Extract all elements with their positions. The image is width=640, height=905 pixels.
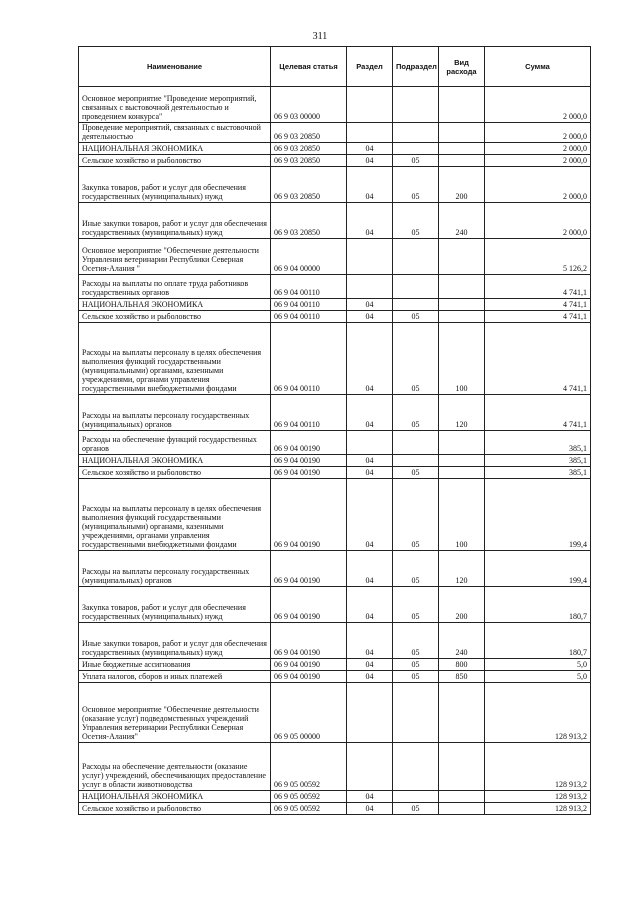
table-row: [79, 123, 591, 143]
row-target-article: 06 9 03 20850: [271, 143, 347, 155]
row-target-article: 06 9 03 20850: [271, 123, 347, 143]
row-section: 04: [347, 203, 393, 239]
row-sum: 4 741,1: [485, 311, 591, 323]
row-expense-type: [439, 803, 485, 815]
row-target-article: 06 9 05 00592: [271, 791, 347, 803]
header-section: Раздел: [347, 47, 393, 87]
row-section: 04: [347, 551, 393, 587]
table-row: [79, 431, 591, 455]
row-section: [347, 87, 393, 123]
row-section: 04: [347, 311, 393, 323]
table-body: [79, 87, 591, 815]
row-section: 04: [347, 143, 393, 155]
row-sum: 385,1: [485, 455, 591, 467]
row-expense-type: [439, 311, 485, 323]
row-sum: 4 741,1: [485, 395, 591, 431]
row-name: Расходы на выплаты персоналу государственных (муниципальных) органов: [79, 395, 271, 431]
row-subsection: [393, 299, 439, 311]
row-name: Расходы на выплаты персоналу в целях обеспечения выполнения функций государственными (муниципальными) органами, казенными учреждениями, органами управления государственными внебюджетными фондами: [79, 323, 271, 395]
row-name: Сельское хозяйство и рыболовство: [79, 467, 271, 479]
row-target-article: 06 9 03 20850: [271, 155, 347, 167]
row-sum: 2 000,0: [485, 87, 591, 123]
table-row: [79, 587, 591, 623]
row-sum: 2 000,0: [485, 155, 591, 167]
row-sum: 199,4: [485, 479, 591, 551]
row-sum: 385,1: [485, 467, 591, 479]
row-section: 04: [347, 167, 393, 203]
table-row: [79, 203, 591, 239]
row-section: 04: [347, 323, 393, 395]
table-row: [79, 311, 591, 323]
row-target-article: 06 9 04 00190: [271, 431, 347, 455]
row-section: [347, 123, 393, 143]
row-target-article: 06 9 04 00110: [271, 311, 347, 323]
row-section: 04: [347, 791, 393, 803]
row-section: [347, 239, 393, 275]
row-expense-type: 850: [439, 671, 485, 683]
row-subsection: 05: [393, 395, 439, 431]
row-target-article: 06 9 04 00110: [271, 299, 347, 311]
row-subsection: 05: [393, 155, 439, 167]
row-sum: 128 913,2: [485, 683, 591, 743]
row-subsection: 05: [393, 551, 439, 587]
row-target-article: 06 9 05 00592: [271, 803, 347, 815]
page-number: 311: [312, 31, 328, 42]
row-subsection: [393, 455, 439, 467]
table-row: [79, 791, 591, 803]
row-sum: 5 126,2: [485, 239, 591, 275]
row-sum: 128 913,2: [485, 791, 591, 803]
row-name: Расходы на выплаты персоналу государственных (муниципальных) органов: [79, 551, 271, 587]
row-name: НАЦИОНАЛЬНАЯ ЭКОНОМИКА: [79, 299, 271, 311]
table-row: [79, 683, 591, 743]
row-expense-type: 240: [439, 623, 485, 659]
row-expense-type: 240: [439, 203, 485, 239]
row-section: 04: [347, 467, 393, 479]
row-name: Расходы на выплаты персоналу в целях обеспечения выполнения функций государственными (муниципальными) органами, казенными учреждениями, органами управления государственными внебюджетными фондами: [79, 479, 271, 551]
row-subsection: [393, 239, 439, 275]
row-expense-type: [439, 87, 485, 123]
row-sum: 2 000,0: [485, 123, 591, 143]
row-target-article: 06 9 04 00110: [271, 275, 347, 299]
row-target-article: 06 9 04 00190: [271, 671, 347, 683]
header-sum: Сумма: [485, 47, 591, 87]
budget-table: [78, 46, 591, 815]
row-name: Иные бюджетные ассигнования: [79, 659, 271, 671]
row-name: Основное мероприятие "Обеспечение деятельности Управления ветеринарии Республики Северная Осетия-Алания ": [79, 239, 271, 275]
row-sum: 385,1: [485, 431, 591, 455]
row-target-article: 06 9 04 00190: [271, 623, 347, 659]
row-target-article: 06 9 04 00000: [271, 239, 347, 275]
row-target-article: 06 9 04 00190: [271, 467, 347, 479]
row-sum: 4 741,1: [485, 275, 591, 299]
row-target-article: 06 9 03 20850: [271, 203, 347, 239]
row-subsection: 05: [393, 623, 439, 659]
row-name: НАЦИОНАЛЬНАЯ ЭКОНОМИКА: [79, 143, 271, 155]
row-subsection: 05: [393, 467, 439, 479]
row-target-article: 06 9 04 00110: [271, 323, 347, 395]
row-expense-type: [439, 683, 485, 743]
row-name: Расходы на выплаты по оплате труда работников государственных органов: [79, 275, 271, 299]
table-row: [79, 155, 591, 167]
row-name: Уплата налогов, сборов и иных платежей: [79, 671, 271, 683]
row-section: 04: [347, 587, 393, 623]
header-expense-type: Вид расхода: [439, 47, 485, 87]
row-subsection: 05: [393, 167, 439, 203]
table-header-row: [79, 47, 591, 87]
row-expense-type: 120: [439, 551, 485, 587]
table-row: [79, 467, 591, 479]
row-sum: 5,0: [485, 671, 591, 683]
row-expense-type: 100: [439, 479, 485, 551]
row-name: НАЦИОНАЛЬНАЯ ЭКОНОМИКА: [79, 455, 271, 467]
row-expense-type: 200: [439, 587, 485, 623]
table-row: [79, 551, 591, 587]
table-row: [79, 167, 591, 203]
row-target-article: 06 9 04 00190: [271, 479, 347, 551]
table-row: [79, 239, 591, 275]
table-row: [79, 395, 591, 431]
row-target-article: 06 9 04 00190: [271, 455, 347, 467]
row-subsection: 05: [393, 479, 439, 551]
row-section: 04: [347, 659, 393, 671]
row-name: Иные закупки товаров, работ и услуг для обеспечения государственных (муниципальных) нужд: [79, 623, 271, 659]
row-expense-type: 100: [439, 323, 485, 395]
row-expense-type: [439, 239, 485, 275]
table-row: [79, 803, 591, 815]
header-subsection: Подраздел: [393, 47, 439, 87]
row-target-article: 06 9 03 00000: [271, 87, 347, 123]
row-expense-type: [439, 455, 485, 467]
row-subsection: [393, 87, 439, 123]
row-name: Сельское хозяйство и рыболовство: [79, 803, 271, 815]
row-name: Сельское хозяйство и рыболовство: [79, 155, 271, 167]
table-row: [79, 479, 591, 551]
row-subsection: [393, 743, 439, 791]
row-section: [347, 743, 393, 791]
row-sum: 128 913,2: [485, 803, 591, 815]
row-target-article: 06 9 04 00190: [271, 659, 347, 671]
row-name: Закупка товаров, работ и услуг для обеспечения государственных (муниципальных) нужд: [79, 167, 271, 203]
row-section: 04: [347, 803, 393, 815]
row-expense-type: [439, 791, 485, 803]
row-sum: 199,4: [485, 551, 591, 587]
row-section: 04: [347, 479, 393, 551]
row-expense-type: 800: [439, 659, 485, 671]
row-target-article: 06 9 04 00190: [271, 587, 347, 623]
row-name: Сельское хозяйство и рыболовство: [79, 311, 271, 323]
row-sum: 4 741,1: [485, 323, 591, 395]
row-expense-type: [439, 275, 485, 299]
row-subsection: 05: [393, 587, 439, 623]
row-sum: 180,7: [485, 623, 591, 659]
row-section: 04: [347, 671, 393, 683]
row-name: Иные закупки товаров, работ и услуг для обеспечения государственных (муниципальных) нужд: [79, 203, 271, 239]
row-section: 04: [347, 455, 393, 467]
row-expense-type: [439, 155, 485, 167]
row-subsection: [393, 275, 439, 299]
row-name: НАЦИОНАЛЬНАЯ ЭКОНОМИКА: [79, 791, 271, 803]
row-expense-type: [439, 743, 485, 791]
row-expense-type: 200: [439, 167, 485, 203]
row-section: [347, 431, 393, 455]
table-row: [79, 743, 591, 791]
row-sum: 180,7: [485, 587, 591, 623]
row-expense-type: [439, 299, 485, 311]
row-subsection: [393, 683, 439, 743]
row-subsection: [393, 143, 439, 155]
table-row: [79, 659, 591, 671]
row-subsection: [393, 431, 439, 455]
header-target-article: Целевая статья: [271, 47, 347, 87]
row-section: 04: [347, 395, 393, 431]
row-name: Расходы на обеспечение деятельности (оказание услуг) учреждений, обеспечивающих предоставление услуг в области животноводства: [79, 743, 271, 791]
row-expense-type: [439, 143, 485, 155]
row-sum: 2 000,0: [485, 167, 591, 203]
row-subsection: 05: [393, 203, 439, 239]
row-target-article: 06 9 04 00110: [271, 395, 347, 431]
row-sum: 2 000,0: [485, 203, 591, 239]
table-row: [79, 143, 591, 155]
row-expense-type: [439, 431, 485, 455]
table-row: [79, 455, 591, 467]
table-row: [79, 87, 591, 123]
row-sum: 5,0: [485, 659, 591, 671]
table-row: [79, 623, 591, 659]
row-sum: 128 913,2: [485, 743, 591, 791]
row-section: [347, 683, 393, 743]
row-target-article: 06 9 05 00000: [271, 683, 347, 743]
row-section: [347, 275, 393, 299]
row-target-article: 06 9 05 00592: [271, 743, 347, 791]
row-expense-type: [439, 123, 485, 143]
row-name: Расходы на обеспечение функций государственных органов: [79, 431, 271, 455]
header-name: Наименование: [79, 47, 271, 87]
row-subsection: 05: [393, 671, 439, 683]
row-subsection: [393, 791, 439, 803]
row-target-article: 06 9 04 00190: [271, 551, 347, 587]
row-section: 04: [347, 623, 393, 659]
row-section: 04: [347, 299, 393, 311]
table-row: [79, 671, 591, 683]
row-section: 04: [347, 155, 393, 167]
row-subsection: 05: [393, 311, 439, 323]
row-subsection: 05: [393, 323, 439, 395]
row-subsection: 05: [393, 659, 439, 671]
row-subsection: 05: [393, 803, 439, 815]
table-row: [79, 275, 591, 299]
row-name: Проведение мероприятий, связанных с выстовочной деятельностью: [79, 123, 271, 143]
row-name: Основное мероприятие "Обеспечение деятельности (оказание услуг) подведомственных учреждений Управления ветеринарии Республики Северная Осетия-Алания": [79, 683, 271, 743]
row-name: Основное мероприятие "Проведение мероприятий, связанных с выстовочной деятельностью и проведением конкурса": [79, 87, 271, 123]
row-expense-type: 120: [439, 395, 485, 431]
row-name: Закупка товаров, работ и услуг для обеспечения государственных (муниципальных) нужд: [79, 587, 271, 623]
table-row: [79, 299, 591, 311]
row-subsection: [393, 123, 439, 143]
row-sum: 4 741,1: [485, 299, 591, 311]
row-sum: 2 000,0: [485, 143, 591, 155]
table-row: [79, 323, 591, 395]
row-expense-type: [439, 467, 485, 479]
row-target-article: 06 9 03 20850: [271, 167, 347, 203]
